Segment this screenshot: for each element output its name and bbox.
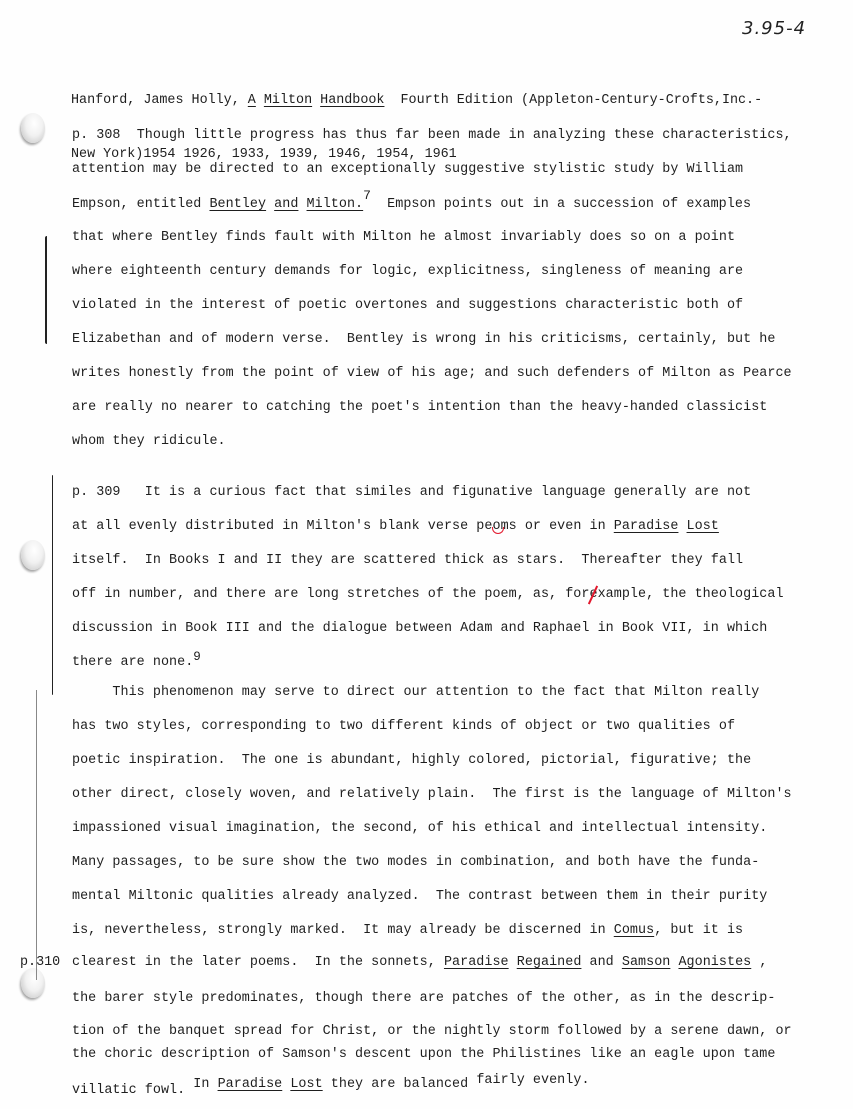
text-span: Empson, entitled xyxy=(72,197,210,212)
text-line xyxy=(72,650,201,670)
citation-edition: Fourth Edition (Appleton-Century-Crofts,Inc.- xyxy=(384,93,763,108)
text-line: that where Bentley finds fault with Milton he almost invariably does so on a point xyxy=(72,230,736,245)
text-span: clearest in the later poems. In the sonnets, xyxy=(72,955,444,970)
text-line: where eighteenth century demands for logic, explicitness, singleness of meaning are xyxy=(72,264,744,279)
text-span xyxy=(193,1077,476,1092)
text-span: they are balanced xyxy=(322,1077,477,1092)
text-line: discussion in Book III and the dialogue between Adam and Raphael in Book VII, in which xyxy=(72,621,768,636)
book-title: Agonistes xyxy=(678,955,752,970)
text-line xyxy=(72,1073,590,1098)
citation-title-handbook: Handbook xyxy=(320,93,385,108)
book-title: Paradise xyxy=(217,1077,283,1092)
footnote-marker: 7 xyxy=(363,188,371,203)
text-line xyxy=(72,587,784,602)
text-line: impassioned visual imagination, the second, of his ethical and intellectual intensity. xyxy=(72,821,768,836)
page-label-310: p.310 xyxy=(20,955,61,970)
text-line: the choric description of Samson's descent upon the Philistines like an eagle upon tame xyxy=(72,1047,776,1062)
text-line: itself. In Books I and II they are scattered thick as stars. Thereafter they fall xyxy=(72,553,744,568)
hole-punch xyxy=(21,540,45,570)
page-label-308: p. 308 xyxy=(72,128,121,143)
hole-punch xyxy=(21,968,45,998)
text-line: the barer style predominates, though there are patches of the other, as in the descrip- xyxy=(72,991,776,1006)
citation-author: Hanford, James Holly, xyxy=(71,93,248,108)
red-correction-mark: o xyxy=(492,519,501,534)
text-span: fairly evenly. xyxy=(476,1073,590,1088)
text-line: has two styles, corresponding to two different kinds of object or two qualities of xyxy=(72,719,736,734)
text-span: villatic fowl. xyxy=(72,1083,186,1098)
text-line: writes honestly from the point of view of his age; and such defenders of Milton as Pearce xyxy=(72,366,792,381)
book-title: Milton. xyxy=(306,197,364,212)
margin-bracket xyxy=(52,475,53,695)
citation-title-milton: Milton xyxy=(263,93,313,108)
margin-bracket xyxy=(45,236,47,344)
text-span: at all evenly distributed in Milton's blank verse pe xyxy=(72,519,493,534)
book-title: Paradise xyxy=(443,955,509,970)
text-span: It is a curious fact that similes and figunative language generally are not xyxy=(144,485,752,500)
text-line xyxy=(72,188,752,212)
book-title: Samson xyxy=(621,955,671,970)
text-line: attention may be directed to an exceptionally suggestive stylistic study by William xyxy=(72,162,744,177)
text-span: ms or even in xyxy=(500,519,614,534)
text-span: Empson points out in a succession of examples xyxy=(371,197,752,212)
text-line: violated in the interest of poetic overtones and suggestions characteristic both of xyxy=(72,298,744,313)
text-line: This phenomenon may serve to direct our attention to the fact that Milton really xyxy=(72,685,760,700)
text-line: other direct, closely woven, and relatively plain. The first is the language of Milton's xyxy=(72,787,792,802)
handwritten-reference-number: 3.95-4 xyxy=(742,18,807,39)
text-line: whom they ridicule. xyxy=(72,434,226,449)
text-line: Elizabethan and of modern verse. Bentley is wrong in his criticisms, certainly, but he xyxy=(72,332,776,347)
text-span: , but it is xyxy=(654,923,744,938)
text-line xyxy=(72,485,751,500)
book-title: Paradise xyxy=(613,519,679,534)
hole-punch xyxy=(21,113,45,143)
footnote-marker: 9 xyxy=(193,650,201,664)
text-span: example, the theological xyxy=(589,587,784,602)
text-span: In xyxy=(193,1077,218,1092)
book-title: Bentley xyxy=(209,197,267,212)
citation-line-2: New York)1954 1926, 1933, 1939, 1946, 1954, 1961 xyxy=(71,147,457,162)
text-line xyxy=(72,955,767,970)
margin-line xyxy=(36,690,37,980)
text-line: are really no nearer to catching the poet's intention than the heavy-handed classicist xyxy=(72,400,768,415)
text-span: and xyxy=(581,955,622,970)
text-span: there are none. xyxy=(72,655,194,670)
text-line xyxy=(72,923,743,938)
text-line: poetic inspiration. The one is abundant, highly colored, pictorial, figurative; the xyxy=(72,753,752,768)
book-title: and xyxy=(274,197,299,212)
book-title: Regained xyxy=(516,955,582,970)
text-line: mental Miltonic qualities already analyzed. The contrast between them in their purity xyxy=(72,889,768,904)
book-title: Lost xyxy=(290,1077,323,1092)
book-title: Lost xyxy=(686,519,719,534)
text-span: Though little progress has thus far been made in analyzing these characteristics, xyxy=(136,128,792,143)
text-span: is, nevertheless, strongly marked. It may already be discerned in xyxy=(72,923,614,938)
book-title: Comus xyxy=(613,923,655,938)
text-line xyxy=(72,519,719,534)
text-line: Many passages, to be sure show the two modes in combination, and both have the funda- xyxy=(72,855,760,870)
text-line xyxy=(72,128,792,143)
text-span: , xyxy=(751,955,768,970)
text-span: off in number, and there are long stretches of the poem, as, for xyxy=(72,587,590,602)
text-line: tion of the banquet spread for Christ, or the nightly storm followed by a serene dawn, or xyxy=(72,1024,792,1039)
page-label-309: p. 309 xyxy=(72,485,121,500)
citation-title-a: A xyxy=(247,93,256,108)
citation-line-1 xyxy=(71,92,762,110)
